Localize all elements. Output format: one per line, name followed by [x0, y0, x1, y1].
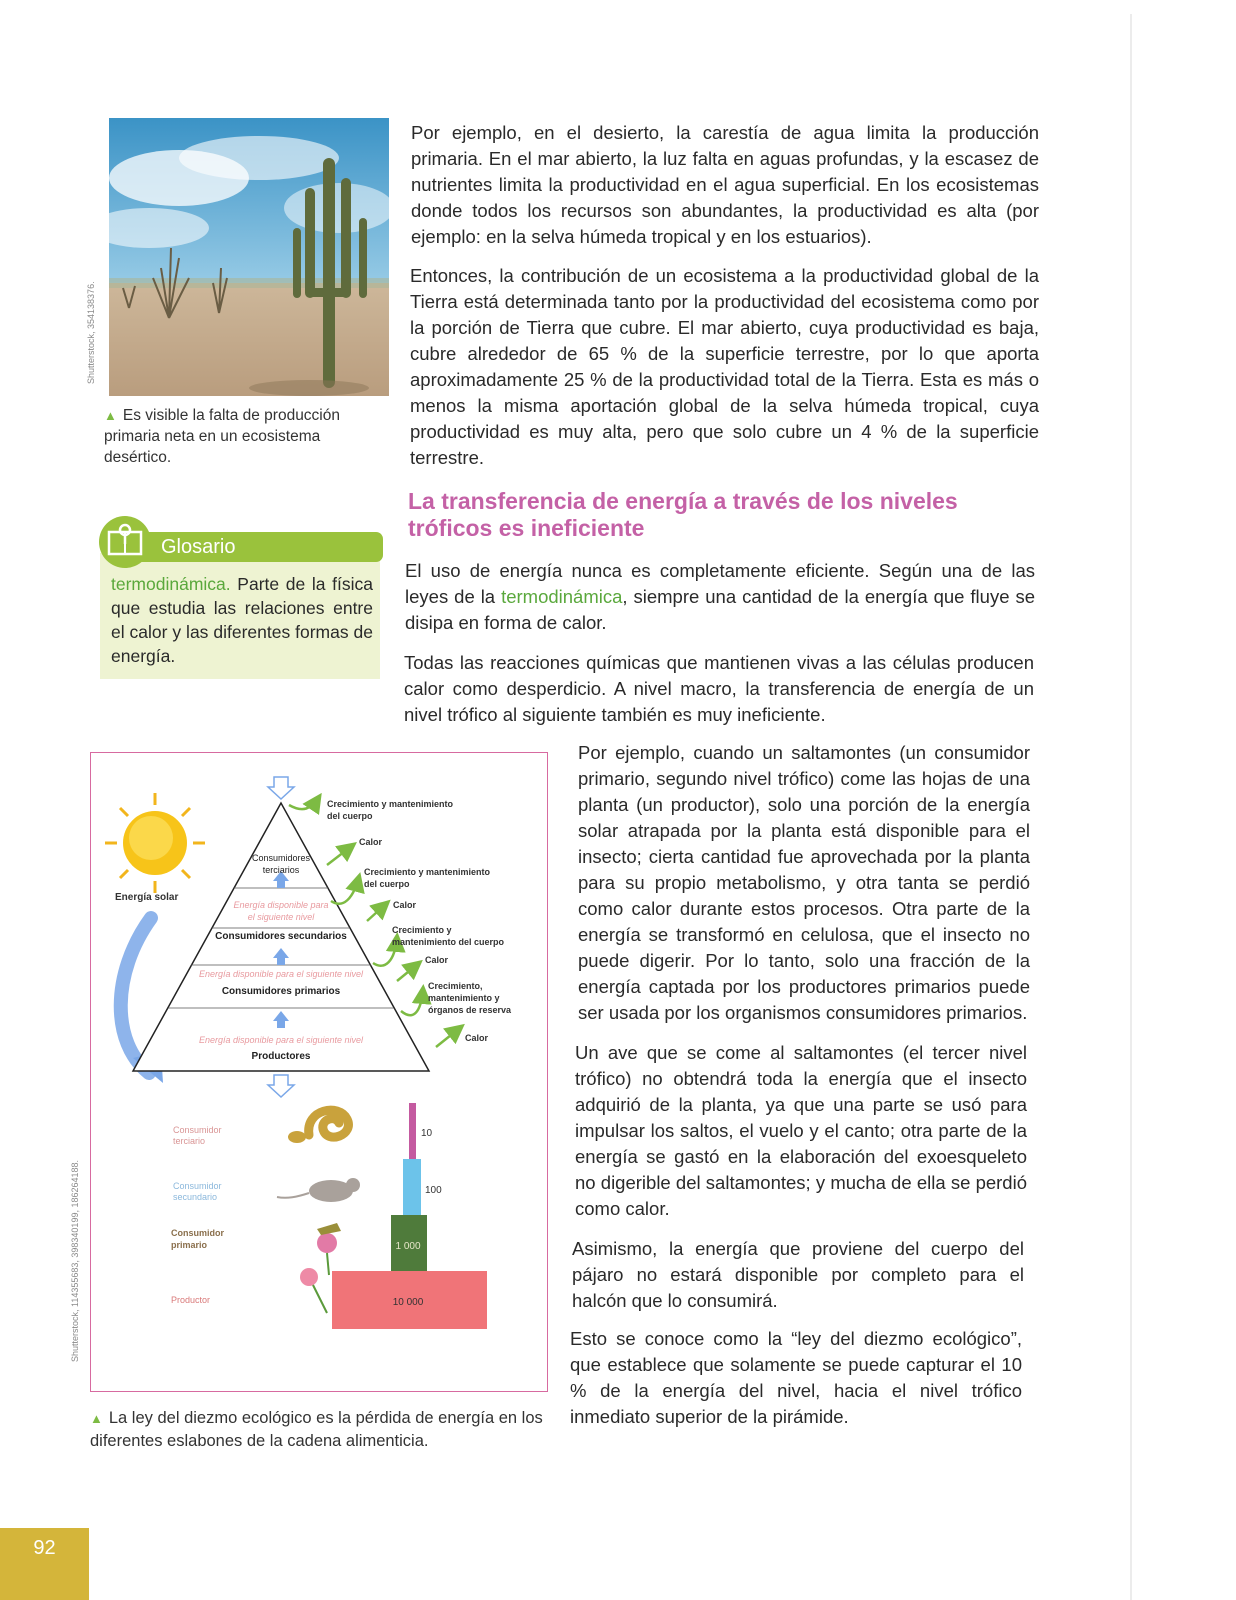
bar-label-1000: 1 000 — [395, 1241, 421, 1252]
caption-triangle-icon: ▲ — [104, 408, 117, 423]
available-energy-label-bottom: Energía disponible para el siguiente nivel — [198, 1035, 364, 1045]
growth-label-third-1: Crecimiento y — [392, 925, 452, 935]
primary-consumer-label-2: primario — [171, 1240, 208, 1250]
mouse-icon — [277, 1178, 360, 1202]
paragraph-4: Todas las reacciones químicas que mantienen vivas a las células producen calor como desperdicio. A nivel macro, la transferencia de energía de un nivel trófico al siguiente también es muy ineficiente. — [404, 652, 1034, 725]
photo-caption — [104, 405, 384, 468]
bar-label-100: 100 — [425, 1185, 442, 1196]
figure-caption-text: La ley del diezmo ecológico es la pérdida de energía en los diferentes eslabones de la cadena alimenticia. — [90, 1409, 543, 1450]
growth-label-third-2: mantenimiento del cuerpo — [392, 937, 505, 947]
producer-label: Productor — [171, 1295, 211, 1305]
glossary-title: Glosario — [109, 532, 383, 562]
snake-icon — [288, 1110, 348, 1143]
growth-label-top-1: Crecimiento y mantenimiento — [327, 799, 454, 809]
figure-caption-triangle-icon: ▲ — [90, 1411, 103, 1426]
heat-label-2: Calor — [393, 900, 417, 910]
paragraph-3-end: , siempre una cantidad de la energía que fluye se disipa en forma de calor. — [405, 586, 1035, 633]
available-energy-label-top-2: el siguiente nivel — [247, 912, 315, 922]
secondary-consumer-label-1: Consumidor — [173, 1181, 222, 1191]
paragraph-3-start: El uso de energía nunca es completamente eficiente. Según una de las leyes de la — [405, 560, 1035, 607]
growth-label-fourth-1: Crecimiento, — [428, 981, 483, 991]
section-heading: La transferencia de energía a través de los niveles tróficos es ineficiente — [408, 488, 958, 541]
available-energy-label-middle: Energía disponible para el siguiente nivel — [198, 969, 364, 979]
glossary-term: termodinámica. — [111, 574, 231, 594]
energy-bars — [332, 1103, 487, 1329]
growth-label-second-2: del cuerpo — [364, 879, 410, 889]
desert-photo — [109, 118, 389, 396]
photo-credit: Shutterstock, 354138376. — [86, 281, 96, 384]
tertiary-consumers-label-1: Consumidores — [251, 853, 311, 863]
photo-caption-text: Es visible la falta de producción primaria neta en un ecosistema desértico. — [104, 407, 340, 466]
paragraph-5: Por ejemplo, cuando un saltamontes (un consumidor primario, segundo nivel trófico) come las hojas de una planta (un productor), solo una porción de la energía solar atrapada por la planta está disponible para el insecto; cierta cantidad fue aprovechada por la planta para su propio metabolismo, y otra tanta se perdió como calor durante estos procesos. Otra parte de la energía se transformó en celulosa, que el insecto no puede digerir. Por lo tanto, solo una fracción de la energía captada por los productores primarios puede ser usada por los organismos consumidores primarios. — [578, 742, 1030, 1023]
growth-label-second-1: Crecimiento y mantenimiento — [364, 867, 491, 877]
growth-label-fourth-2: mantenimiento y — [428, 993, 500, 1003]
top-down-arrow-icon — [268, 777, 294, 799]
solar-energy-label: Energía solar — [115, 892, 179, 903]
bar-10 — [409, 1103, 416, 1159]
figure-credit: Shutterstock, 114355683, 398340199, 186264188. — [70, 1159, 80, 1362]
producers-label: Productores — [251, 1051, 311, 1062]
primary-consumer-label-1: Consumidor — [171, 1228, 224, 1238]
paragraph-8: Esto se conoce como la “ley del diezmo ecológico”, que establece que solamente se puede capturar el 10 % de la energía del nivel, hacia el nivel trófico inmediato superior de la pirámide. — [570, 1328, 1022, 1427]
bottom-down-arrow-icon — [268, 1075, 294, 1097]
paragraph-7: Asimismo, la energía que proviene del cuerpo del pájaro no estará disponible por completo para el halcón que lo consumirá. — [572, 1238, 1024, 1311]
heat-label-1: Calor — [359, 837, 383, 847]
glossary-book-icon — [99, 516, 151, 568]
glossary-definition-text: Parte de la física que estudia las relaciones entre el calor y las diferentes formas de energía. — [111, 574, 373, 666]
bar-label-10: 10 — [421, 1128, 433, 1139]
available-energy-label-top-1: Energía disponible para — [233, 900, 329, 910]
figure-caption — [90, 1407, 560, 1452]
paragraph-2: Entonces, la contribución de un ecosistema a la productividad global de la Tierra está determinada tanto por la productividad del ecosistema como por la porción de Tierra que cubre. El mar abierto, cuya productividad es baja, cubre alrededor de 65 % de la superficie terrestre, por lo que aporta aproximadamente 25 % de la productividad total de la Tierra. Esta es más o menos la misma aportación global de la selva húmeda tropical, cuya productividad es muy alta, pero que solo cubre un 4 % de la superficie terrestre. — [410, 265, 1039, 468]
heat-label-3: Calor — [425, 955, 449, 965]
sun-icon — [105, 793, 205, 893]
heat-label-4: Calor — [465, 1033, 489, 1043]
grasshopper-flower-icon — [317, 1223, 341, 1275]
primary-consumers-label: Consumidores primarios — [221, 986, 341, 997]
growth-label-fourth-3: órganos de reserva — [428, 1005, 512, 1015]
energy-pyramid-figure — [90, 752, 548, 1392]
paragraph-3-term: termodinámica — [501, 586, 623, 607]
secondary-consumer-label-2: secundario — [173, 1192, 218, 1202]
secondary-consumers-label: Consumidores secundarios — [215, 931, 347, 942]
tertiary-consumer-label-1: Consumidor — [173, 1125, 222, 1135]
page-edge — [1130, 14, 1132, 1600]
tertiary-consumers-label-2: terciarios — [262, 865, 300, 875]
paragraph-1: Por ejemplo, en el desierto, la carestía de agua limita la producción primaria. En el mar abierto, la luz falta en aguas profundas, y la escasez de nutrientes limita la productividad en el agua superficial. En los ecosistemas donde todos los recursos son abundantes, la productividad es alta (por ejemplo: en la selva húmeda tropical y en los estuarios). — [411, 122, 1039, 247]
paragraph-6: Un ave que se come al saltamontes (el tercer nivel trófico) no obtendrá toda la energía que el insecto adquirió de la planta, ya que una parte se usó para impulsar los saltos, el vuelo y el canto; otra parte de la energía se gastó en la elaboración del exoesqueleto no digerible del saltamontes; y mucha de ella se perdió como calor. — [575, 1042, 1027, 1219]
tertiary-consumer-label-2: terciario — [173, 1136, 206, 1146]
glossary-definition — [111, 572, 373, 668]
growth-label-top-2: del cuerpo — [327, 811, 373, 821]
paragraph-3 — [405, 558, 1035, 636]
page-number: 92 — [33, 1537, 56, 1559]
bar-label-10000: 10 000 — [392, 1297, 424, 1308]
bar-100 — [403, 1159, 421, 1215]
flower-icon — [300, 1268, 327, 1313]
